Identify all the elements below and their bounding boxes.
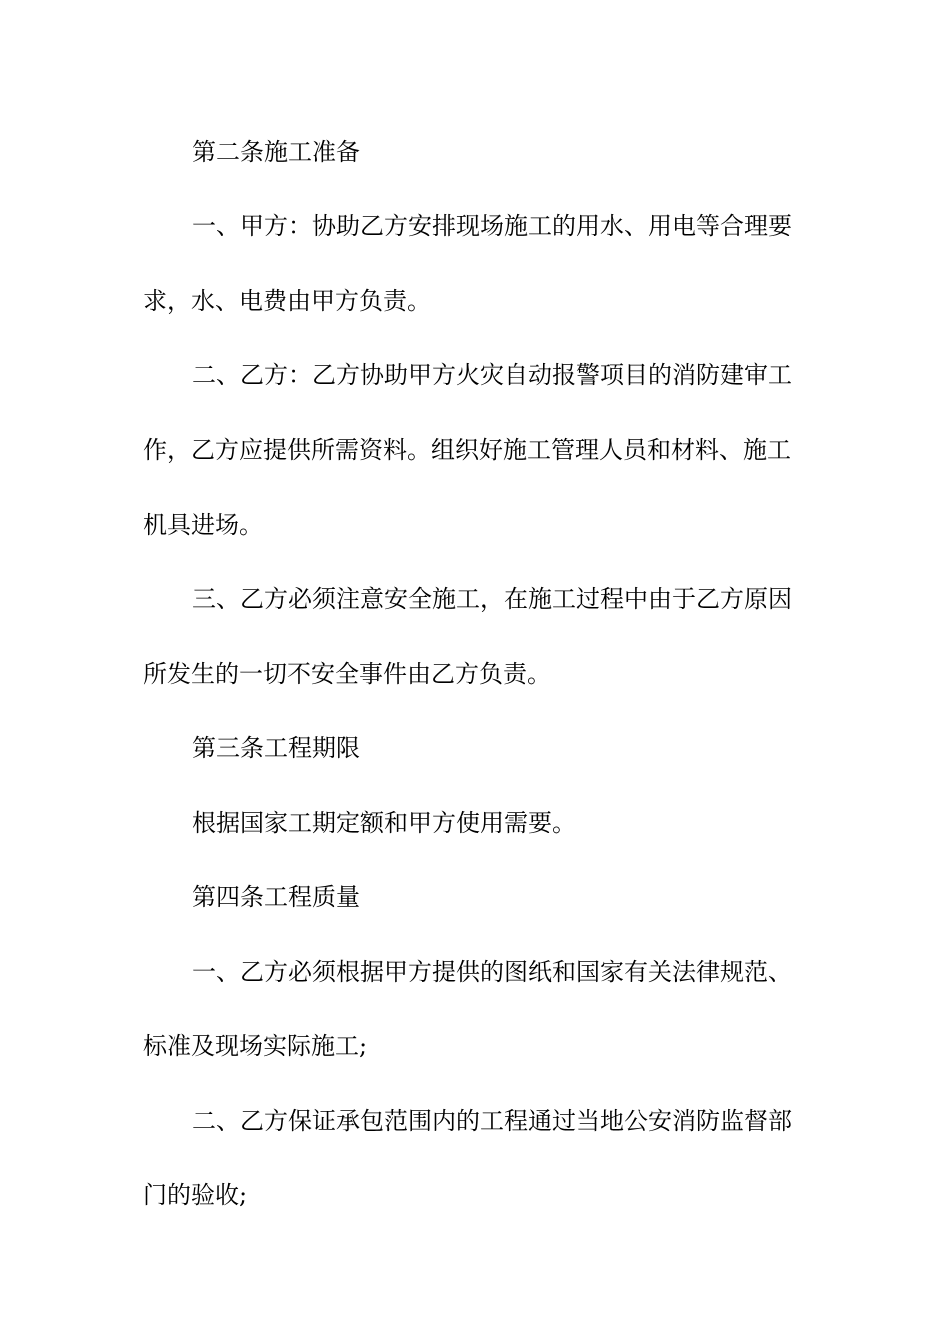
paragraph-line: 求，水、电费由甲方负责。: [143, 287, 431, 315]
paragraph-line: 三、乙方必须注意安全施工，在施工过程中由于乙方原因: [192, 585, 792, 613]
paragraph-line: 机具进场。: [143, 511, 263, 539]
paragraph-line: 作，乙方应提供所需资料。组织好施工管理人员和材料、施工: [143, 436, 791, 464]
paragraph-line: 门的验收;: [143, 1181, 248, 1209]
paragraph-line: 所发生的一切不安全事件由乙方负责。: [143, 660, 551, 688]
paragraph-line: 标准及现场实际施工;: [143, 1032, 368, 1060]
paragraph-line: 根据国家工期定额和甲方使用需要。: [192, 809, 576, 837]
paragraph-line: 一、甲方：协助乙方安排现场施工的用水、用电等合理要: [192, 212, 792, 240]
paragraph-line: 一、乙方必须根据甲方提供的图纸和国家有关法律规范、: [192, 958, 792, 986]
section-heading-construction-preparation: 第二条施工准备: [192, 138, 360, 166]
paragraph-line: 二、乙方：乙方协助甲方火灾自动报警项目的消防建审工: [192, 361, 792, 389]
paragraph-line: 二、乙方保证承包范围内的工程通过当地公安消防监督部: [192, 1107, 792, 1135]
section-heading-project-quality: 第四条工程质量: [192, 883, 360, 911]
section-heading-project-duration: 第三条工程期限: [192, 734, 360, 762]
